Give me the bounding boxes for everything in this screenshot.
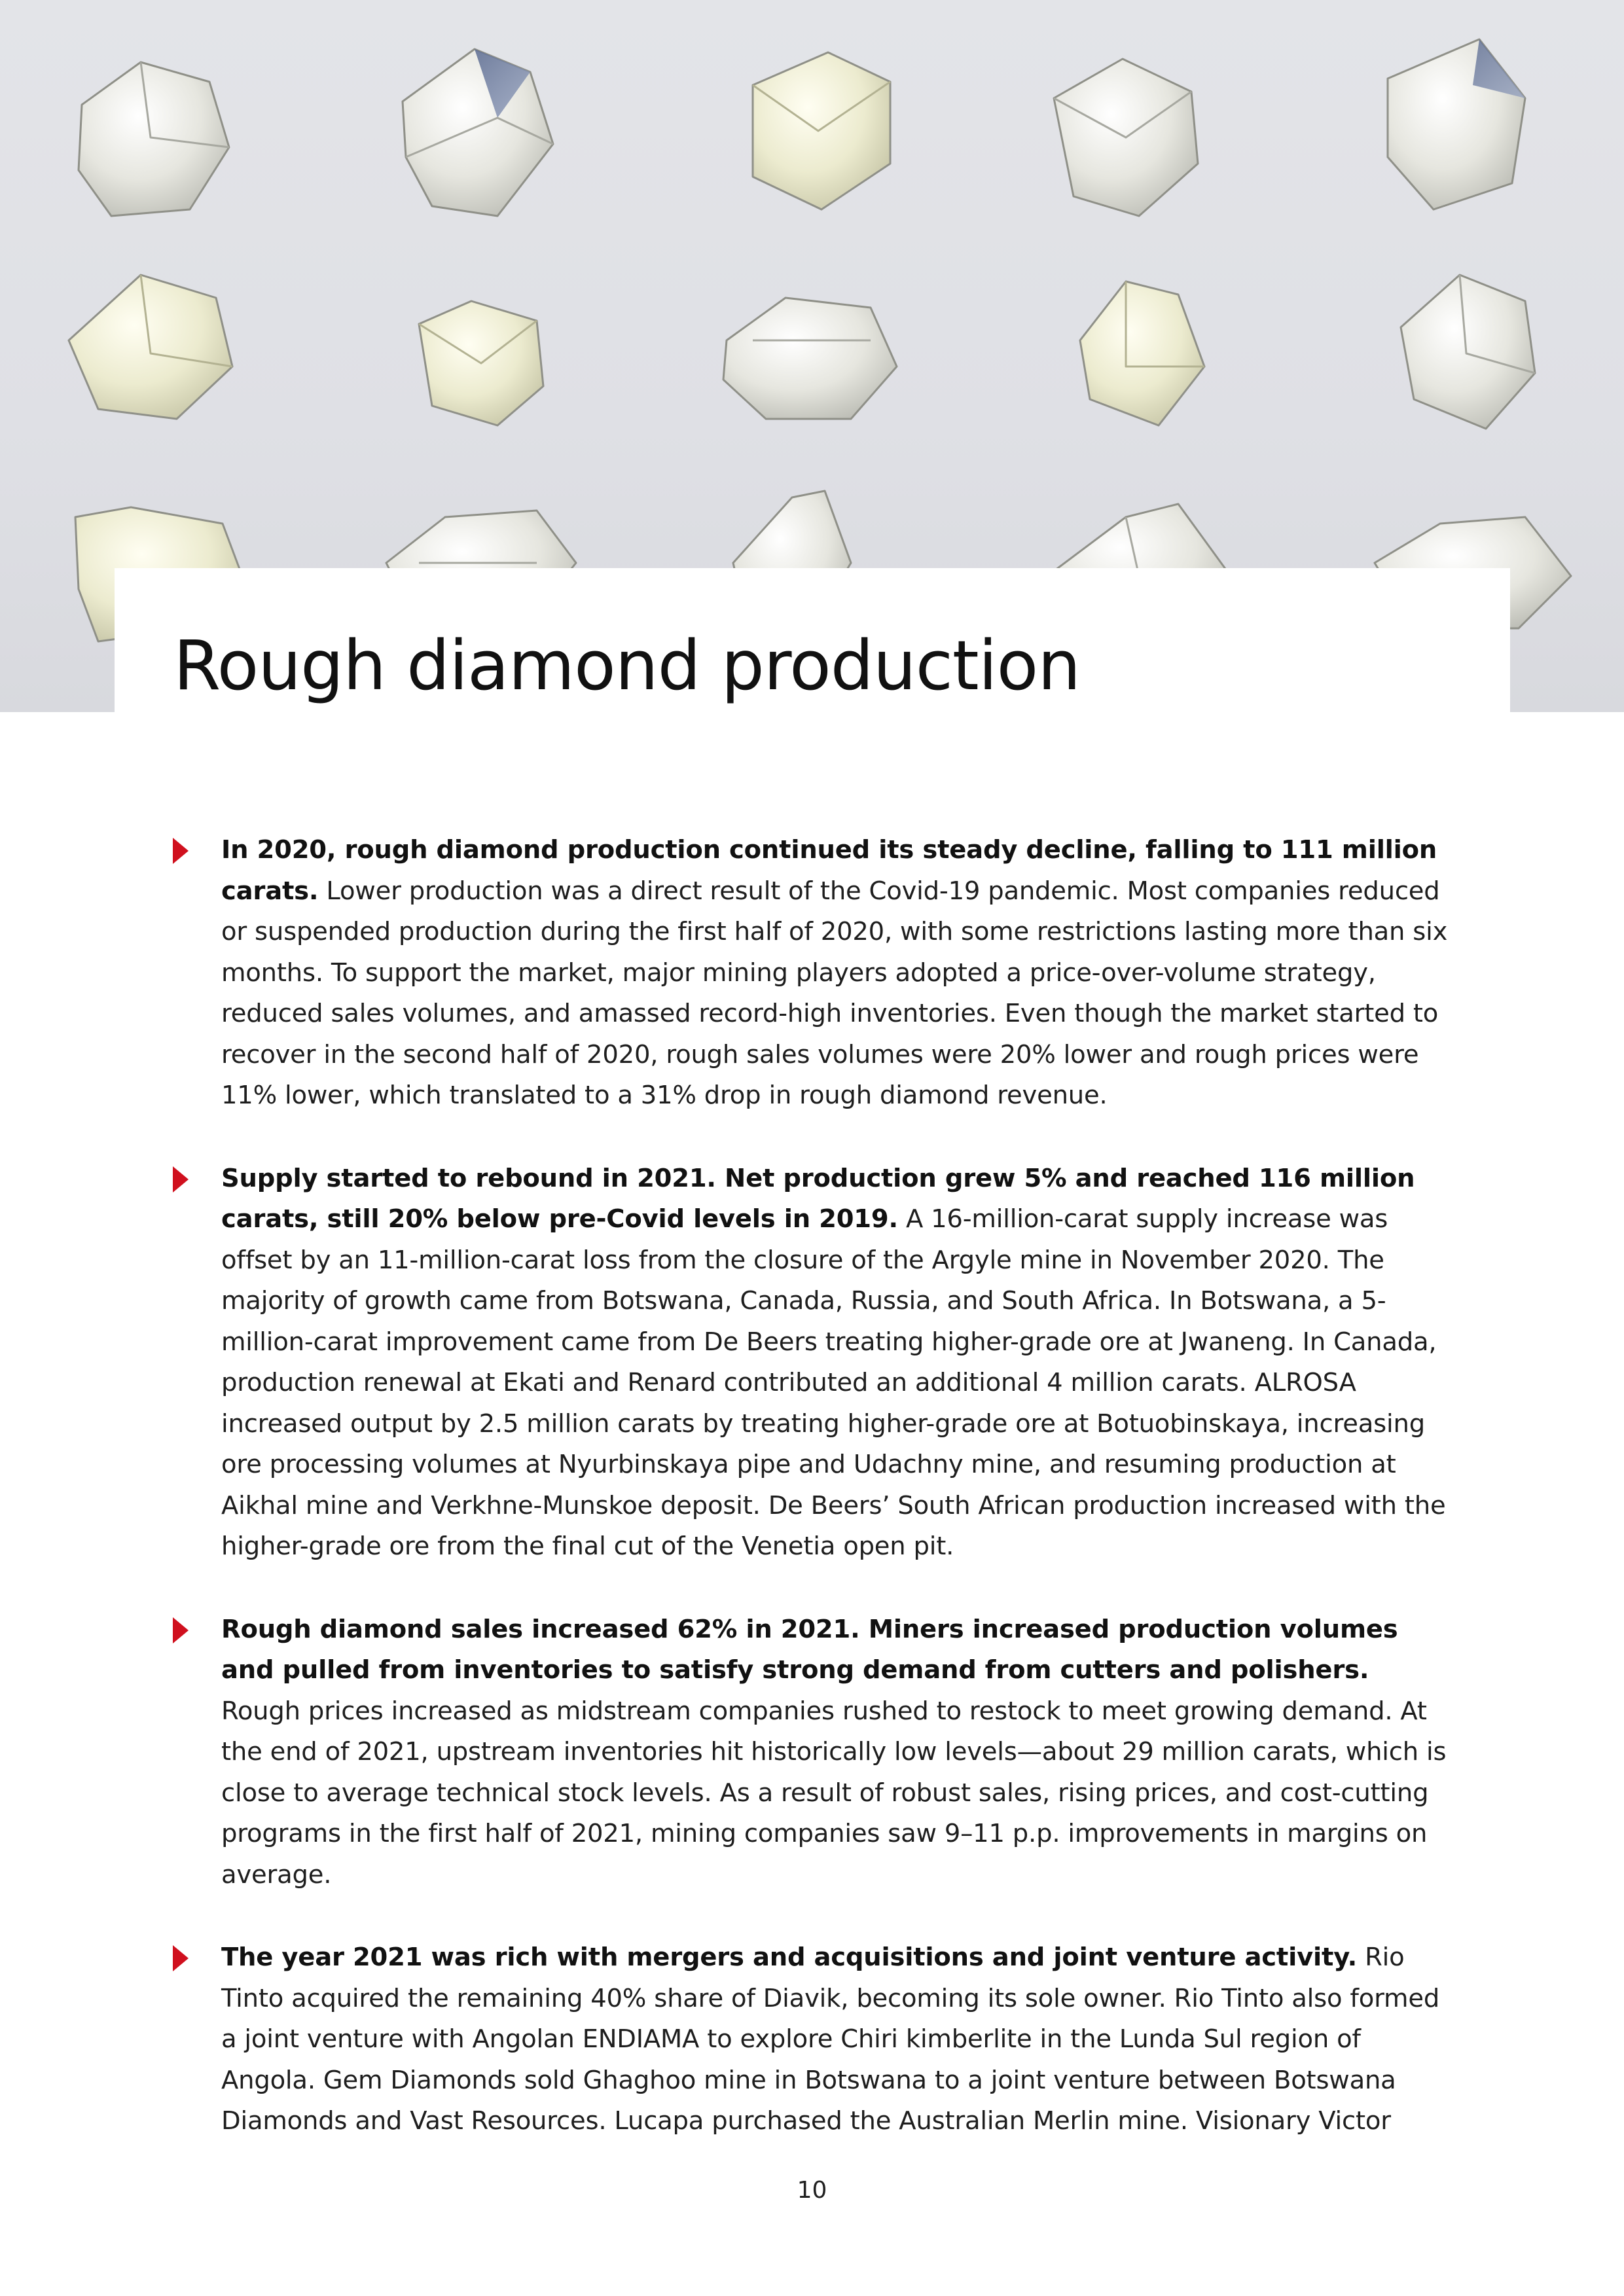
paragraph-supply-rebound-2021 — [171, 1158, 1454, 1568]
paragraph-production-2020 — [171, 830, 1454, 1117]
paragraph-body: Lower production was a direct result of the Covid-19 pandemic. Most companies reduced or suspended production during the first half of 2020, with some restrictions lasting more than six months. To support the market, major mining players adopted a price-over-volume strategy, reduced sales volumes, and amassed record-high inventories. Even though the market started to recover in the second half of 2020, rough sales volumes were 20% lower and rough prices were 11% lower, which translated to a 31% drop in rough diamond revenue. — [221, 876, 1448, 1110]
paragraph-mergers-acquisitions — [171, 1937, 1454, 2142]
paragraph-lead: Supply started to rebound in 2021. Net production grew 5% and reached 116 million carats, still 20% below pre-Covid levels in 2019. — [221, 1163, 1415, 1234]
main-content — [171, 830, 1454, 2184]
paragraph-body: A 16-million-carat supply increase was offset by an 11-million-carat loss from the closure of the Argyle mine in November 2020. The majority of growth came from Botswana, Canada, Russia, and South Africa. In Botswana, a 5-million-carat improvement came from De Beers treating higher-grade ore at Jwaneng. In Canada, production renewal at Ekati and Renard contributed an additional 4 million carats. ALROSA increased output by 2.5 million carats by treating higher-grade ore at Botuobinskaya, increasing ore processing volumes at Nyurbinskaya pipe and Udachny mine, and resuming production at Aikhal mine and Verkhne-Munskoe deposit. De Beers’ South African production increased with the higher-grade ore from the final cut of the Venetia open pit. — [221, 1204, 1446, 1561]
paragraph-lead: In 2020, rough diamond production continued its steady decline, falling to 111 million carats. — [221, 835, 1437, 906]
paragraph-lead: Rough diamond sales increased 62% in 2021. Miners increased production volumes and pulled from inventories to satisfy strong demand from cutters and polishers. — [221, 1614, 1398, 1685]
red-arrow-bullet-icon — [173, 1617, 189, 1643]
diamond-row-1 — [79, 39, 1525, 216]
page-title: Rough diamond production — [173, 626, 1081, 706]
diamond-row-2 — [69, 275, 1535, 429]
paragraph-lead: The year 2021 was rich with mergers and acquisitions and joint venture activity. — [221, 1943, 1358, 1972]
red-arrow-bullet-icon — [173, 1945, 189, 1971]
red-arrow-bullet-icon — [173, 1166, 189, 1193]
paragraph-sales-increase-2021 — [171, 1609, 1454, 1896]
red-arrow-bullet-icon — [173, 838, 189, 864]
paragraph-body: Rio Tinto acquired the remaining 40% share of Diavik, becoming its sole owner. Rio Tinto also formed a joint venture with Angolan ENDIAMA to explore Chiri kimberlite in the Lunda Sul region of Angola. Gem Diamonds sold Ghaghoo mine in Botswana to a joint venture between Botswana Diamonds and Vast Resources. Lucapa purchased the Australian Merlin mine. Visionary Victor — [221, 1943, 1440, 2136]
paragraph-body: Rough prices increased as midstream companies rushed to restock to meet growing demand. At the end of 2021, upstream inventories hit historically low levels—about 29 million carats, which is close to average technical stock levels. As a result of robust sales, rising prices, and cost-cutting programs in the first half of 2021, mining companies saw 9–11 p.p. improvements in margins on average. — [221, 1696, 1447, 1890]
page-number: 10 — [797, 2177, 827, 2204]
